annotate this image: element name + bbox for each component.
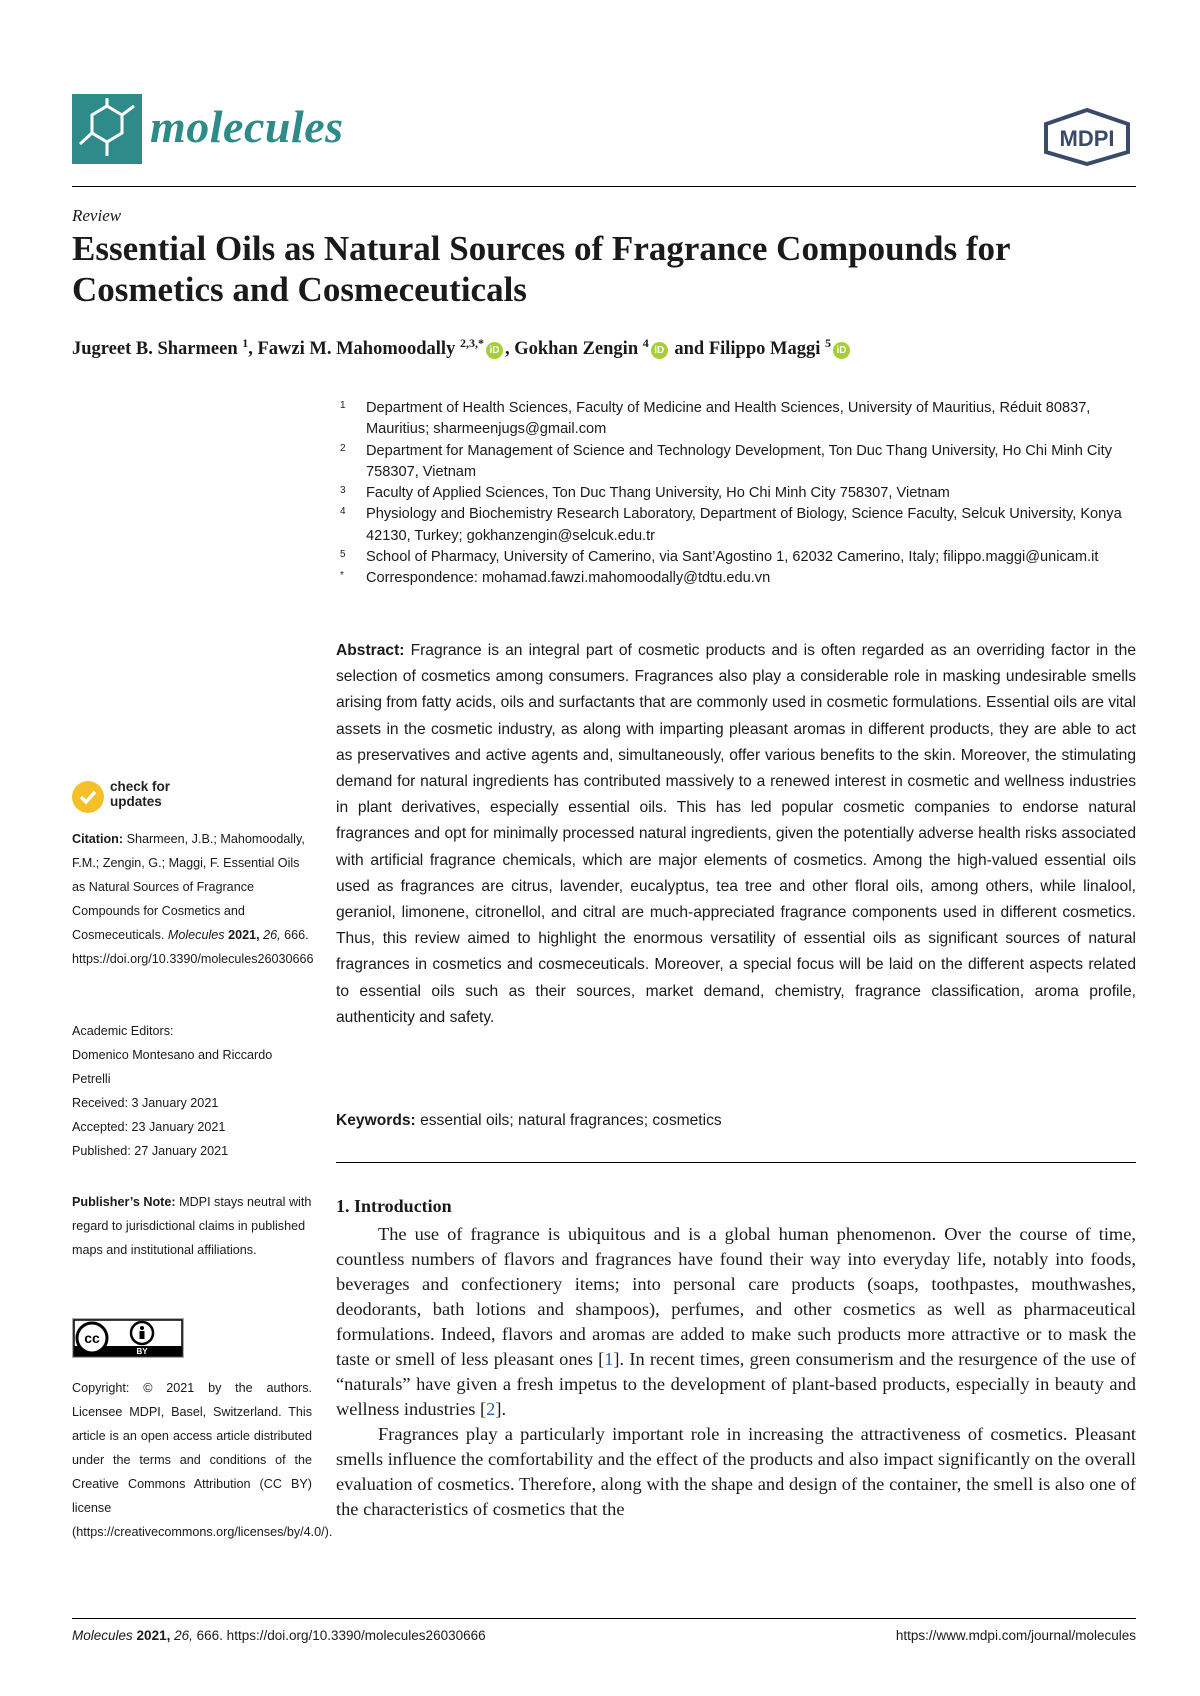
affiliation-item xyxy=(336,547,1136,568)
affiliation-text: Department for Management of Science and Technology Development, Ton Duc Thang University, Ho Chi Minh City 758307, Vietnam xyxy=(366,442,1113,480)
citation-volume: 26, xyxy=(263,928,281,942)
publisher-note xyxy=(72,1190,312,1262)
footer-doi[interactable]: 666. https://doi.org/10.3390/molecules26030666 xyxy=(196,1628,486,1643)
cc-by-label: BY xyxy=(136,1347,148,1356)
editors-block xyxy=(72,1019,312,1163)
orcid-icon[interactable]: iD xyxy=(651,342,668,359)
author-affil-sup: 4 xyxy=(642,336,649,350)
svg-text:cc: cc xyxy=(84,1330,100,1346)
check-updates-label[interactable] xyxy=(110,779,170,809)
publisher-logo-text: MDPI xyxy=(1059,126,1115,151)
affiliation-number: 5 xyxy=(340,549,346,561)
intro-paragraph xyxy=(336,1222,1136,1422)
affiliation-item xyxy=(336,483,1136,504)
mdpi-logo-icon xyxy=(1040,106,1134,166)
orcid-icon[interactable]: iD xyxy=(833,342,850,359)
abstract-label: Abstract: xyxy=(336,642,405,659)
journal-logo-icon xyxy=(72,94,142,164)
publisher-note-text: MDPI stays neutral with regard to jurisdictional claims in published maps and institutional affiliations. xyxy=(72,1195,312,1257)
affiliations xyxy=(336,398,1136,590)
author-name: Jugreet B. Sharmeen xyxy=(72,339,238,360)
copyright-block: Copyright: © 2021 by the authors. Licensee MDPI, Basel, Switzerland. This article is an open access article distributed under the terms and conditions of the Creative Commons Attribution (CC BY) license (https://creativecommons.org/licenses/by/4.0/). xyxy=(72,1381,333,1539)
keywords xyxy=(336,1112,1136,1130)
affiliation-text: Physiology and Biochemistry Research Laboratory, Department of Biology, Science Faculty, Selcuk University, Konya 42130, Turkey; gokhanzengin@selcuk.edu.tr xyxy=(366,506,1122,544)
abstract-text: Fragrance is an integral part of cosmetic products and is often regarded as an overriding factor in the selection of cosmetics among consumers. Fragrances also play a considerable role in masking undesirable smells arising from fatty acids, oils and surfactants that are commonly used in cosmetic formulations. Essential oils are vital assets in the cosmetic industry, as along with imparting pleasant aromas in different products, they are able to act as preservatives and active agents and, simultaneously, offer various benefits to the skin. Moreover, the stimulating demand for natural ingredients has contributed massively to a renewed interest in cosmetic and wellness industries in plant derivatives, especially essential oils. This has led popular cosmetic companies to endorse natural fragrances and opt for minimally processed natural ingredients, given the potentially adverse health risks associated with artificial fragrance chemicals, which are major elements of cosmetics. Among the high-valued essential oils used as fragrances are citrus, lavender, eucalyptus, tea tree and other floral oils, among others, while linalool, geraniol, limonene, citronellol, and citral are much-appreciated fragrance components used in different cosmetics. Thus, this review aimed to highlight the enormous versatility of essential oils as significant sources of natural fragrances in cosmetics and cosmeceuticals. Moreover, a special focus will be laid on the different aspects related to essential oils such as their sources, market demand, chemistry, fragrance classification, aroma profile, authenticity and safety. xyxy=(336,642,1136,1026)
affiliation-number: * xyxy=(340,570,344,582)
header-divider xyxy=(72,186,1136,187)
reference-link[interactable]: 1 xyxy=(604,1349,614,1369)
keywords-label: Keywords: xyxy=(336,1112,416,1129)
affiliation-text: Department of Health Sciences, Faculty of Medicine and Health Sciences, University of Mauritius, Réduit 80837, Mauritius; sharmeenjugs@gmail.com xyxy=(366,400,1091,438)
keywords-text: essential oils; natural fragrances; cosmetics xyxy=(420,1112,722,1129)
affiliation-number: 1 xyxy=(340,400,346,411)
affiliation-item xyxy=(336,398,1136,441)
footer-citation xyxy=(72,1628,486,1643)
article-type: Review xyxy=(72,206,122,225)
reference-link[interactable]: 2 xyxy=(486,1399,496,1419)
check-updates-line2: updates xyxy=(110,794,162,809)
publisher-note-label: Publisher’s Note: xyxy=(72,1195,176,1209)
orcid-icon[interactable]: iD xyxy=(486,342,503,359)
affiliation-text: School of Pharmacy, University of Camerino, via Sant’Agostino 1, 62032 Camerino, Italy; filippo.maggi@unicam.it xyxy=(366,549,1099,566)
intro-text: The use of fragrance is ubiquitous and is a global human phenomenon. Over the course of time, countless numbers of flavors and fragrances have found their way into everyday life, notably into foods, beverages and confectionery items; into personal care products (soaps, toothpastes, mouthwashes, deodorants, bath lotions and shampoos), perfumes, and other cosmetics as well as pharmaceutical formulations. Indeed, flavors and aromas are added to make such products more attractive or to mask the taste or smell of less pleasant ones [ xyxy=(336,1224,1136,1369)
author-affil-sup: 5 xyxy=(824,336,831,350)
article-title: Essential Oils as Natural Sources of Fragrance Compounds for Cosmetics and Cosmeceuticals xyxy=(72,229,1010,309)
intro-text: ]. In recent times, green consumerism and the resurgence of the use of “naturals” have given a fresh impetus to the development of plant-based products, especially in beauty and wellness industries [ xyxy=(336,1349,1136,1419)
footer-divider xyxy=(72,1618,1136,1619)
accepted-date: Accepted: 23 January 2021 xyxy=(72,1120,226,1134)
check-updates-line1: check for xyxy=(110,779,171,794)
affiliation-item xyxy=(336,504,1136,547)
citation-text: Sharmeen, J.B.; Mahomoodally, F.M.; Zengin, G.; Maggi, F. Essential Oils as Natural Sources of Fragrance Compounds for Cosmetics and Cosmeceuticals. xyxy=(72,832,305,942)
affiliation-item xyxy=(336,441,1136,484)
author-list: Jugreet B. Sharmeen $^1$, Fawzi M. Mahomoodally $^{2,3,*}$iD , Gokhan Zengin $^4$iD and Filippo Maggi $^5$iD xyxy=(72,336,1152,360)
citation-block xyxy=(72,827,312,971)
affiliation-text: Correspondence: mohamad.fawzi.mahomoodally@tdtu.edu.vn xyxy=(366,570,771,587)
author-name: Filippo Maggi xyxy=(708,339,821,360)
intro-text: ]. xyxy=(495,1399,507,1419)
footer-year: 2021, xyxy=(136,1628,171,1643)
editors-label: Academic Editors: xyxy=(72,1024,174,1038)
citation-year: 2021, xyxy=(228,928,260,942)
footer-volume: 26, xyxy=(174,1628,193,1643)
introduction-body xyxy=(336,1222,1136,1522)
affiliation-number: 3 xyxy=(340,485,346,497)
author-affil-sup: 2,3,* xyxy=(459,336,484,350)
author-name: Gokhan Zengin xyxy=(514,339,639,360)
abstract xyxy=(336,638,1136,1031)
author-affil-sup: 1 xyxy=(242,336,249,350)
citation-label: Citation: xyxy=(72,832,124,846)
affiliation-item xyxy=(336,568,1136,589)
footer-journal: Molecules xyxy=(72,1628,133,1643)
cc-by-license-icon[interactable] xyxy=(72,1318,184,1358)
check-updates-icon[interactable] xyxy=(72,781,104,813)
intro-paragraph: Fragrances play a particularly important role in increasing the attractiveness of cosmetics. Pleasant smells influence the comfortability and the effect of the products and also impact significantly on the overall evaluation of cosmetics. Therefore, along with the shape and design of the container, the smell is also one of the characteristics of cosmetics that the xyxy=(336,1424,1136,1519)
citation-journal: Molecules xyxy=(167,928,225,942)
affiliation-number: 2 xyxy=(340,442,346,454)
section-heading-introduction: 1. Introduction xyxy=(336,1196,452,1216)
affiliation-number: 4 xyxy=(340,506,346,518)
editors-names: Domenico Montesano and Riccardo Petrelli xyxy=(72,1048,273,1086)
published-date: Published: 27 January 2021 xyxy=(72,1144,229,1158)
footer-journal-url[interactable]: https://www.mdpi.com/journal/molecules xyxy=(895,1628,1136,1643)
affiliation-text: Faculty of Applied Sciences, Ton Duc Thang University, Ho Chi Minh City 758307, Vietnam xyxy=(366,485,950,502)
author-name: Fawzi M. Mahomoodally xyxy=(257,339,456,360)
abstract-divider xyxy=(336,1162,1136,1163)
journal-name: molecules xyxy=(150,101,344,152)
citation-doi[interactable]: 666. https://doi.org/10.3390/molecules26030666 xyxy=(72,928,314,966)
received-date: Received: 3 January 2021 xyxy=(72,1096,219,1110)
